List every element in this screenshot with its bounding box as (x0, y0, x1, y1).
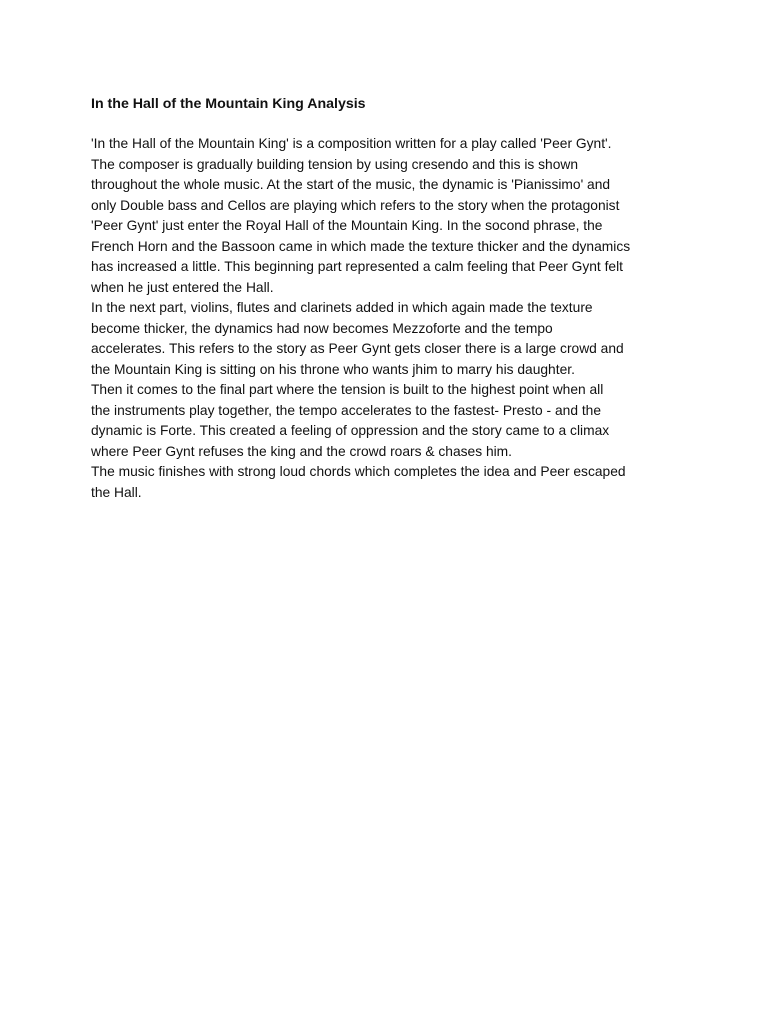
paragraph-intro (91, 134, 691, 298)
text-line: The music finishes with strong loud chords which completes the idea and Peer escaped (91, 464, 626, 479)
text-line: has increased a little. This beginning part represented a calm feeling that Peer Gynt felt (91, 259, 623, 274)
text-line: dynamic is Forte. This created a feeling of oppression and the story came to a climax (91, 423, 610, 438)
text-line: when he just entered the Hall. (91, 279, 274, 295)
document-body (91, 94, 691, 503)
text-line: the Hall. (91, 484, 142, 500)
text-line: In the next part, violins, flutes and clarinets added in which again made the texture (91, 300, 593, 315)
text-line: the Mountain King is sitting on his throne who wants jhim to marry his daughter. (91, 361, 575, 377)
text-line: The composer is gradually building tension by using cresendo and this is shown (91, 156, 579, 172)
text-line: become thicker, the dynamics had now becomes Mezzoforte and the tempo (91, 320, 553, 336)
text-line: 'Peer Gynt' just enter the Royal Hall of the Mountain King. In the socond phrase, the (91, 218, 603, 233)
text-line: throughout the whole music. At the start of the music, the dynamic is 'Pianissimo' and (91, 177, 611, 192)
text-line: Then it comes to the final part where the tension is built to the highest point when all (91, 382, 604, 397)
paragraph-final-part (91, 380, 691, 462)
text-line: only Double bass and Cellos are playing which refers to the story when the protagonist (91, 197, 620, 213)
paragraph-next-part (91, 298, 691, 380)
document-title: In the Hall of the Mountain King Analysis (91, 96, 366, 112)
text-line: the instruments play together, the tempo accelerates to the fastest- Presto - and the (91, 402, 601, 418)
text-line: 'In the Hall of the Mountain King' is a composition written for a play called 'Peer Gynt'. (91, 136, 612, 151)
text-line: where Peer Gynt refuses the king and the crowd roars & chases him. (91, 443, 513, 459)
text-line: accelerates. This refers to the story as Peer Gynt gets closer there is a large crowd and (91, 341, 624, 356)
paragraph-ending (91, 462, 691, 503)
text-line: French Horn and the Bassoon came in which made the texture thicker and the dynamics (91, 238, 631, 254)
